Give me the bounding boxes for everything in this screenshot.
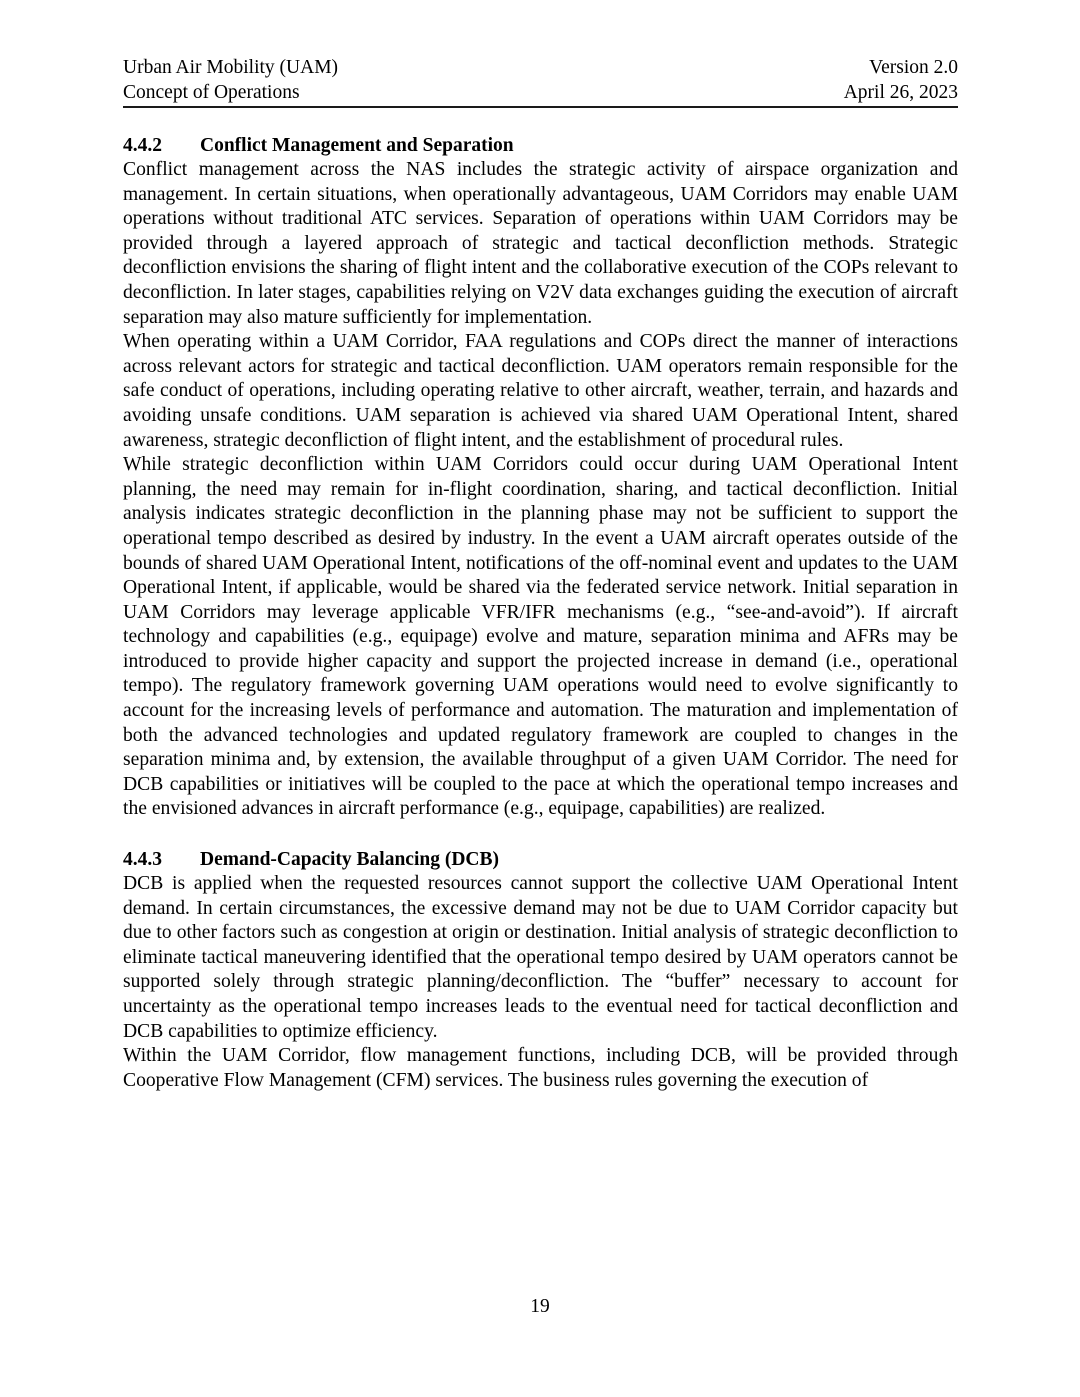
paragraph: While strategic deconfliction within UAM Corridors could occur during UAM Operational Intent planning, the need may remain for in-flight coordination, sharing, and tactical deconfliction. Initial analysis indicates strategic deconfliction in the planning phase may not be sufficient to support the operational tempo described as desired by industry. In the event a UAM aircraft operates outside of the bounds of shared UAM Operational Intent, notifications of the off-nominal event and updates to the UAM Operational Intent, if applicable, would be shared via the federated service network. Initial separation in UAM Corridors may leverage applicable VFR/IFR mechanisms (e.g., “see-and-avoid”). If aircraft technology and capabilities (e.g., equipage) evolve and mature, separation minima and AFRs may be introduced to provide higher capacity and support the projected increase in demand (i.e., operational tempo). The regulatory framework governing UAM operations would need to evolve significantly to account for the increasing levels of performance and automation. The maturation and implementation of both the advanced technologies and updated regulatory framework are coupled to changes in the separation minima and, by extension, the available throughput of a given UAM Corridor. The need for DCB capabilities or initiatives will be coupled to the pace at which the operational tempo increases and the envisioned advances in aircraft performance (e.g., equipage, capabilities) are realized. xyxy=(123,454,958,820)
paragraph: DCB is applied when the requested resources cannot support the collective UAM Operational Intent demand. In certain circumstances, the excessive demand may not be due to UAM Corridor capacity but due to other factors such as congestion at origin or destination. Initial analysis of strategic deconfliction to eliminate tactical maneuvering identified that the operational tempo desired by UAM operators cannot be supported solely through strategic planning/deconfliction. The “buffer” necessary to account for uncertainty as the operational tempo increases leads to the eventual need for tactical deconfliction and DCB capabilities to optimize efficiency. xyxy=(123,873,958,1042)
document-subtitle: Concept of Operations xyxy=(123,82,300,103)
header-right-block xyxy=(844,55,958,105)
paragraph: Conflict management across the NAS includes the strategic activity of airspace organization and management. In certain situations, when operationally advantageous, UAM Corridors may enable UAM operations without traditional ATC services. Separation of operations within UAM Corridors may be provided through a layered approach of strategic and tactical deconfliction methods. Strategic deconfliction envisions the sharing of flight intent and the collaborative execution of the COPs relevant to deconfliction. In later stages, capabilities relying on V2V data exchanges guiding the execution of aircraft separation may also mature sufficiently for implementation. xyxy=(123,159,958,328)
document-title: Urban Air Mobility (UAM) xyxy=(123,57,339,78)
running-header xyxy=(123,55,958,108)
page-number: 19 xyxy=(530,1296,550,1317)
section-title: Conflict Management and Separation xyxy=(200,135,514,156)
document-version: Version 2.0 xyxy=(869,57,958,78)
page-content xyxy=(123,55,958,1093)
header-left-block xyxy=(123,55,338,105)
section-number: 4.4.2 xyxy=(123,135,162,156)
section-heading-4-4-2 xyxy=(123,134,958,158)
paragraph: Within the UAM Corridor, flow management functions, including DCB, will be provided through Cooperative Flow Management (CFM) services. The business rules governing the execution of xyxy=(123,1045,958,1091)
document-date: April 26, 2023 xyxy=(843,82,958,103)
section-number: 4.4.3 xyxy=(123,849,162,871)
section-heading-4-4-3 xyxy=(123,848,958,872)
section-title: Demand-Capacity Balancing (DCB) xyxy=(200,849,500,871)
paragraph: When operating within a UAM Corridor, FAA regulations and COPs direct the manner of interactions across relevant actors for strategic and tactical deconfliction. UAM operators remain responsible for the safe conduct of operations, including operating relative to other aircraft, weather, terrain, and hazards and avoiding unsafe conditions. UAM separation is achieved via shared UAM Operational Intent, shared awareness, strategic deconfliction of flight intent, and the establishment of procedural rules. xyxy=(123,331,958,451)
